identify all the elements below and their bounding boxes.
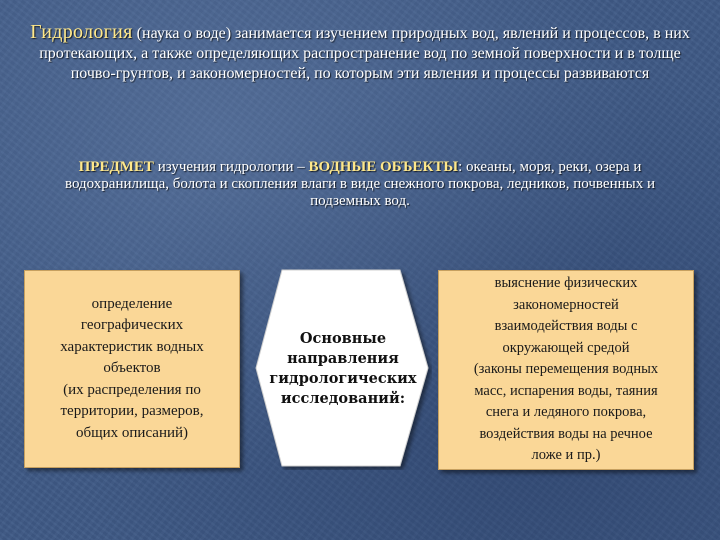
geographic-characteristics-text: определение географических характеристик водных объектов (их распределения по территории, размеров, общих описаний) xyxy=(60,295,204,441)
water-objects-term: ВОДНЫЕ ОБЪЕКТЫ xyxy=(308,159,459,175)
subject-text-before: изучения гидрологии – xyxy=(153,159,309,175)
physical-laws-box xyxy=(438,270,694,470)
main-directions-text: Основные направления гидрологических исследований: xyxy=(269,330,417,407)
main-directions-hexagon xyxy=(254,268,432,470)
subject-paragraph xyxy=(48,159,672,210)
subject-text-after: : океаны, моря, реки, озера и водохранилища, болота и скопления влаги в виде снежного покрова, ледников, почвенных и подземных вод. xyxy=(65,159,655,209)
hydrology-term: Гидрология xyxy=(30,21,133,43)
geographic-characteristics-box xyxy=(24,270,240,468)
intro-text: (наука о воде) занимается изучением природных вод, явлений и процессов, в них протекающих, а также определяющих распространение вод по земной поверхности и в толще почво-грунтов, и закономерностей, по которым эти явления и процессы развиваются xyxy=(39,25,690,82)
intro-paragraph xyxy=(20,22,700,84)
subject-term: ПРЕДМЕТ xyxy=(78,159,154,175)
physical-laws-text: выяснение физических закономерностей взаимодействия воды с окружающей средой (законы перемещения водных масс, испарения воды, таяния снега и ледяного покрова, воздействия воды на речное ложе и пр.) xyxy=(473,275,659,464)
